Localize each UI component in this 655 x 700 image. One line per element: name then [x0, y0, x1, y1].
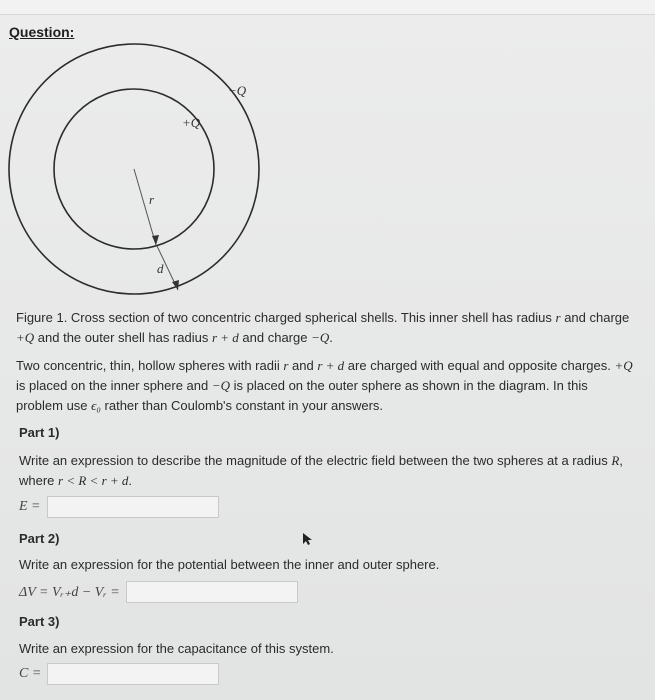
- part1-eq-label: E =: [19, 499, 41, 514]
- inner-charge-label: +Q: [182, 115, 201, 130]
- part1-title: Part 1): [19, 425, 60, 440]
- part2-answer-input[interactable]: [126, 581, 298, 603]
- question-heading: Question:: [9, 24, 75, 40]
- part1-text: Write an expression to describe the magnitude of the electric field between the two spheres at a radius R, where r < R < r + d.: [19, 453, 623, 488]
- radius-arrowhead: [152, 235, 159, 245]
- part3-text: Write an expression for the capacitance of this system.: [19, 641, 334, 656]
- part3-title: Part 3): [19, 614, 60, 629]
- radius-line: [134, 169, 156, 245]
- top-border: [0, 0, 655, 15]
- part1-answer-row: [19, 496, 219, 518]
- outer-charge-label: −Q: [228, 83, 247, 98]
- part2-eq-label: ΔV = Vᵣ₊d − Vᵣ =: [19, 584, 120, 600]
- concentric-shells-figure: [0, 40, 270, 300]
- part3-answer-input[interactable]: [47, 663, 219, 685]
- part3-eq-label: C =: [19, 666, 42, 681]
- r-label: r: [149, 192, 155, 207]
- d-label: d: [157, 261, 164, 276]
- figure-caption: Figure 1. Cross section of two concentric charged spherical shells. This inner shell has radius r and charge +Q and the outer shell has radius r + d and charge −Q.: [16, 310, 630, 345]
- problem-statement: Two concentric, thin, hollow spheres with radii r and r + d are charged with equal and opposite charges. +Q is placed on the inner sphere and −Q is placed on the outer sphere as shown in the diagram. In this problem use ϵ₀ rather than Coulomb's constant in your answers.: [16, 358, 633, 413]
- part2-title: Part 2): [19, 531, 60, 546]
- part3-answer-row: [19, 663, 219, 685]
- part2-answer-row: [19, 581, 298, 603]
- part2-text: Write an expression for the potential between the inner and outer sphere.: [19, 557, 440, 572]
- mouse-cursor-icon: [301, 532, 313, 546]
- part1-answer-input[interactable]: [47, 496, 219, 518]
